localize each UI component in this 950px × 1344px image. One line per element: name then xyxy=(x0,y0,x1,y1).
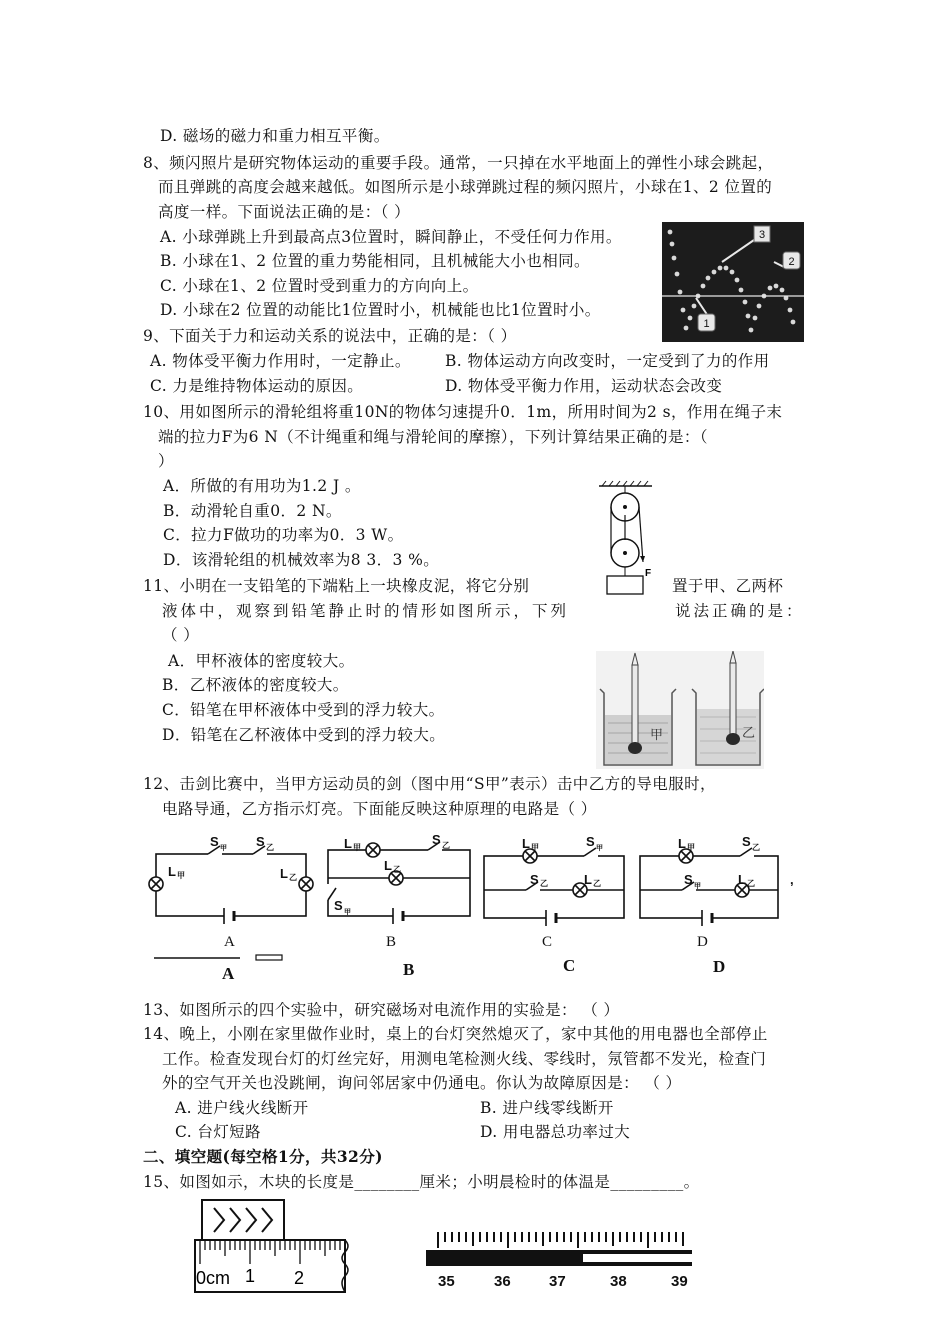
svg-text:S: S xyxy=(530,872,539,887)
q8-stem-3: 高度一样。下面说法正确的是：（ ） xyxy=(158,203,410,221)
svg-text:甲: 甲 xyxy=(220,845,227,852)
beakers-figure xyxy=(596,651,764,769)
bouncing-ball-photo xyxy=(662,222,804,342)
svg-text:L: L xyxy=(384,858,392,873)
svg-text:乙: 乙 xyxy=(266,843,274,852)
svg-text:乙: 乙 xyxy=(442,841,450,850)
pulley-force-label: F xyxy=(645,568,652,579)
svg-text:S: S xyxy=(334,898,343,913)
q8-option-c: C. 小球在1、2 位置时受到重力的方向向上。 xyxy=(160,277,479,295)
svg-text:甲: 甲 xyxy=(694,883,701,890)
q8-stem-1: 8、频闪照片是研究物体运动的重要手段。通常，一只掉在水平地面上的弹性小球会跳起， xyxy=(143,154,774,172)
svg-text:甲: 甲 xyxy=(531,843,539,852)
q11-stem-3: （ ） xyxy=(162,626,200,644)
svg-text:S: S xyxy=(256,834,265,849)
q10-option-a: A．所做的有用功为1.2 J 。 xyxy=(163,477,361,495)
svg-text:乙: 乙 xyxy=(593,879,601,888)
svg-text:L: L xyxy=(584,872,592,887)
q9-option-a: A. 物体受平衡力作用时，一定静止。 xyxy=(150,352,411,370)
circuit-caption-big-d: D xyxy=(713,957,726,976)
svg-text:甲: 甲 xyxy=(177,871,185,880)
thermo-label-35: 35 xyxy=(438,1273,455,1290)
thermo-label-37: 37 xyxy=(549,1273,566,1290)
thermo-label-39: 39 xyxy=(671,1273,688,1290)
svg-text:L: L xyxy=(738,872,746,887)
svg-text:S: S xyxy=(586,834,595,849)
q11-stem-2a: 液体中，观察到铅笔静止时的情形如图所示，下列 xyxy=(162,602,570,620)
svg-text:甲: 甲 xyxy=(687,843,695,852)
q8-stem-2: 而且弹跳的高度会越来越低。如图所示是小球弹跳过程的频闪照片，小球在1、2 位置的 xyxy=(158,178,773,196)
circuit-caption-big-c: C xyxy=(563,956,576,975)
svg-text:S: S xyxy=(684,872,693,887)
svg-text:乙: 乙 xyxy=(540,879,548,888)
circuit-options-figure xyxy=(148,826,808,978)
beaker-right-label: 乙 xyxy=(742,725,756,740)
svg-text:乙: 乙 xyxy=(747,879,755,888)
q8-option-b: B. 小球在1、2 位置的重力势能相同，且机械能大小也相同。 xyxy=(160,252,590,270)
section-2-heading: 二、填空题(每空格1分，共32分) xyxy=(143,1147,383,1166)
q11-option-d: D．铅笔在乙杯液体中受到的浮力较大。 xyxy=(162,726,446,744)
q10-stem-1: 10、用如图所示的滑轮组将重10N的物体匀速提升0．1m，所用时间为2 s，作用在绳子末 xyxy=(143,403,783,421)
svg-text:S: S xyxy=(210,834,219,849)
circuit-d xyxy=(640,848,778,926)
circuit-caption-small-d: D xyxy=(697,934,708,950)
q12-stem-2: 电路导通，乙方指示灯亮。下面能反映这种原理的电路是（ ） xyxy=(162,800,597,818)
svg-text:L: L xyxy=(168,864,176,879)
svg-text:甲: 甲 xyxy=(353,843,361,852)
circuit-caption-small-a: A xyxy=(224,934,235,950)
q11-option-c: C．铅笔在甲杯液体中受到的浮力较大。 xyxy=(162,701,445,719)
q14-option-d: D. 用电器总功率过大 xyxy=(480,1123,631,1141)
svg-text:S: S xyxy=(432,832,441,847)
circuit-c xyxy=(484,848,624,926)
svg-text:甲: 甲 xyxy=(596,845,603,852)
q15-stem: 15、如图如示，木块的长度是________厘米；小明晨检时的体温是_________。 xyxy=(143,1173,700,1191)
q7-option-d: D. 磁场的磁力和重力相互平衡。 xyxy=(160,127,390,145)
svg-text:L: L xyxy=(678,836,686,851)
ruler-figure xyxy=(192,1198,352,1298)
q12-stem-1: 12、击剑比赛中，当甲方运动员的剑（图中用“S甲”表示）击中乙方的导电服时， xyxy=(143,775,716,793)
thermo-label-36: 36 xyxy=(494,1273,511,1290)
svg-text:甲: 甲 xyxy=(344,909,351,916)
ruler-label-1: 1 xyxy=(245,1266,256,1286)
svg-text:L: L xyxy=(522,836,530,851)
q8-option-a: A. 小球弹跳上升到最高点3位置时，瞬间静止，不受任何力作用。 xyxy=(160,228,622,246)
q14-stem-2: 工作。检查发现台灯的灯丝完好，用测电笔检测火线、零线时，氖管都不发光，检查门 xyxy=(162,1050,767,1068)
ruler-label-0: 0cm xyxy=(196,1268,231,1288)
circuit-caption-small-b: B xyxy=(386,934,397,950)
svg-text:L: L xyxy=(344,836,352,851)
q11-option-b: B．乙杯液体的密度较大。 xyxy=(162,676,349,694)
svg-text:S: S xyxy=(742,834,751,849)
q14-option-b: B. 进户线零线断开 xyxy=(480,1099,614,1117)
q9-option-b: B. 物体运动方向改变时，一定受到了力的作用 xyxy=(445,352,770,370)
circuit-caption-big-b: B xyxy=(403,960,415,979)
q9-option-c: C. 力是维持物体运动的原因。 xyxy=(150,377,364,395)
q13-stem: 13、如图所示的四个实验中，研究磁场对电流作用的实验是： （ ） xyxy=(143,1001,620,1019)
ruler-label-2: 2 xyxy=(294,1268,305,1288)
photo-label-3: 3 xyxy=(758,229,766,241)
svg-text:L: L xyxy=(280,866,288,881)
q9-option-d: D. 物体受平衡力作用，运动状态会改变 xyxy=(445,377,723,395)
svg-text:,: , xyxy=(790,872,794,887)
beaker-left-label: 甲 xyxy=(650,727,664,742)
circuit-a xyxy=(149,846,313,924)
q14-stem-1: 14、晚上，小刚在家里做作业时，桌上的台灯突然熄灭了，家中其他的用电器也全部停止 xyxy=(143,1025,768,1043)
q11-option-a: A．甲杯液体的密度较大。 xyxy=(168,652,355,670)
circuit-caption-small-c: C xyxy=(542,934,553,950)
thermometer-figure xyxy=(426,1228,694,1294)
q10-stem-3: ） xyxy=(158,452,174,470)
photo-label-1: 1 xyxy=(703,318,710,330)
q11-stem-1b: 置于甲、乙两杯 xyxy=(672,577,784,595)
circuit-caption-big-a: A xyxy=(222,964,235,983)
q10-option-d: D．该滑轮组的机械效率为8 3．3 %。 xyxy=(163,551,440,569)
svg-text:乙: 乙 xyxy=(289,873,297,882)
photo-label-2: 2 xyxy=(788,256,795,268)
svg-text:乙: 乙 xyxy=(393,865,401,874)
q8-option-d: D. 小球在2 位置的动能比1位置时小，机械能也比1位置时小。 xyxy=(160,301,601,319)
thermo-label-38: 38 xyxy=(610,1273,627,1290)
q14-option-c: C. 台灯短路 xyxy=(175,1123,261,1141)
q11-stem-1a: 11、小明在一支铅笔的下端粘上一块橡皮泥，将它分别 xyxy=(143,577,530,595)
svg-text:乙: 乙 xyxy=(752,843,760,852)
pulley-diagram xyxy=(594,480,664,598)
q14-stem-3: 外的空气开关也没跳闸，询问邻居家中仍通电。你认为故障原因是： （ ） xyxy=(162,1074,682,1092)
q11-stem-2b: 说法正确的是： xyxy=(675,602,805,620)
q10-option-c: C．拉力F做功的功率为0．3 W。 xyxy=(163,526,404,544)
q10-option-b: B．动滑轮自重0．2 N。 xyxy=(163,502,342,520)
q10-stem-2: 端的拉力F为6 N（不计绳重和绳与滑轮间的摩擦），下列计算结果正确的是：（ xyxy=(158,428,708,446)
q14-option-a: A. 进户线火线断开 xyxy=(175,1099,309,1117)
q9-stem: 9、下面关于力和运动关系的说法中，正确的是：（ ） xyxy=(143,327,517,345)
